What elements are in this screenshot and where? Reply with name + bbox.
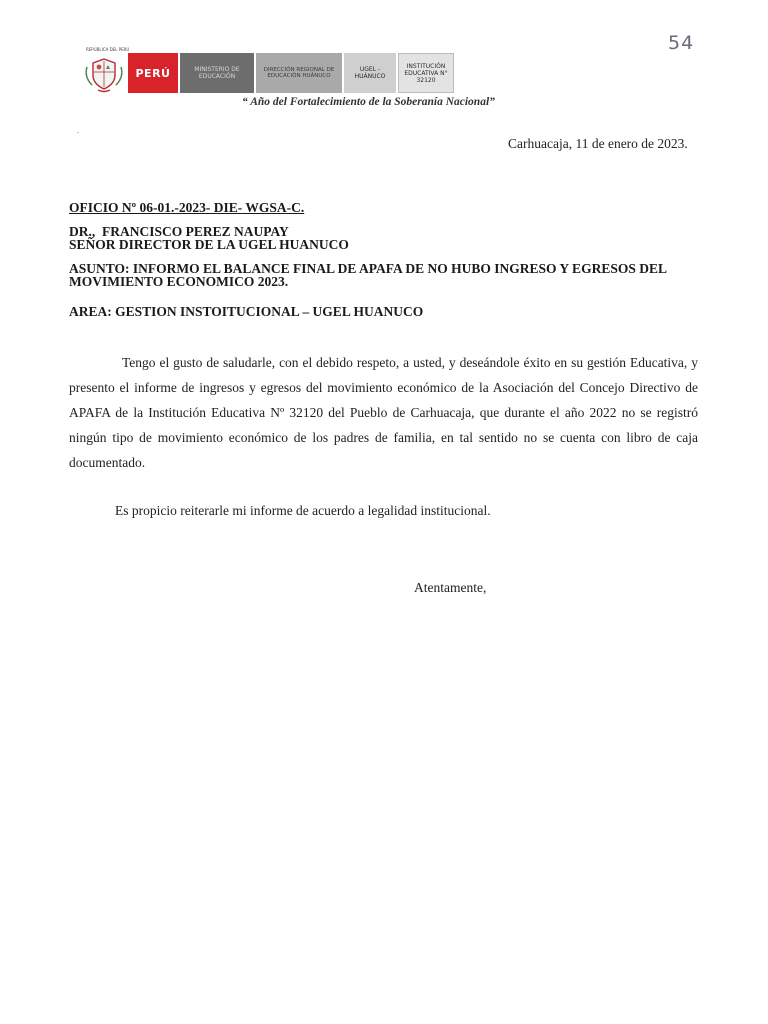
ministerio-educacion-label: MINISTERIO DE EDUCACIÓN — [180, 53, 254, 93]
direccion-regional-label: DIRECCIÓN REGIONAL DE EDUCACIÓN HUÁNUCO — [256, 53, 342, 93]
place-date: Carhuacaja, 11 de enero de 2023. — [508, 136, 688, 151]
ugel-label: UGEL - HUÁNUCO — [344, 53, 396, 93]
institutional-header — [82, 47, 454, 93]
closing-paragraph: Es propicio reiterarle mi informe de acuerdo a legalidad institucional. — [115, 503, 491, 518]
oficio-number: OFICIO Nº 06-01.-2023- DIE- WGSA-C. — [69, 200, 305, 215]
seal-caption: REPÚBLICA DEL PERÚ — [86, 47, 130, 52]
institucion-educativa-label: INSTITUCIÓN EDUCATIVA N° 32120 — [398, 53, 454, 93]
page-number: 54 — [668, 32, 695, 54]
peru-label: PERÚ — [128, 53, 178, 93]
addressee-name: DR., FRANCISCO PEREZ NAUPAY — [69, 224, 289, 239]
signoff: Atentamente, — [414, 580, 487, 595]
addressee-block — [69, 225, 349, 251]
addressee-title: SEÑOR DIRECTOR DE LA UGEL HUANUCO — [69, 237, 349, 252]
coat-of-arms-icon — [82, 53, 126, 93]
area-line: AREA: GESTION INSTOITUCIONAL – UGEL HUANUCO — [69, 304, 424, 319]
stray-dot: . — [77, 126, 79, 135]
subject-line: ASUNTO: INFORMO EL BALANCE FINAL DE APAFA DE NO HUBO INGRESO Y EGRESOS DEL MOVIMIENTO ECONOMICO 2023. — [69, 261, 667, 289]
body-paragraph: Tengo el gusto de saludarle, con el debido respeto, a usted, y deseándole éxito en su gestión Educativa, y presento el informe de ingresos y egresos del movimiento económico de la Asociación del Concejo Directivo de APAFA de la Institución Educativa Nº 32120 del Pueblo de Carhuacaja, que durante el año 2022 no se registró ningún tipo de movimiento económico de los padres de familia, en tal sentido no se cuenta con libro de caja documentado. — [69, 355, 698, 470]
year-motto: “ Año del Fortalecimiento de la Soberanía Nacional” — [242, 96, 495, 108]
coat-of-arms-seal — [82, 47, 130, 93]
